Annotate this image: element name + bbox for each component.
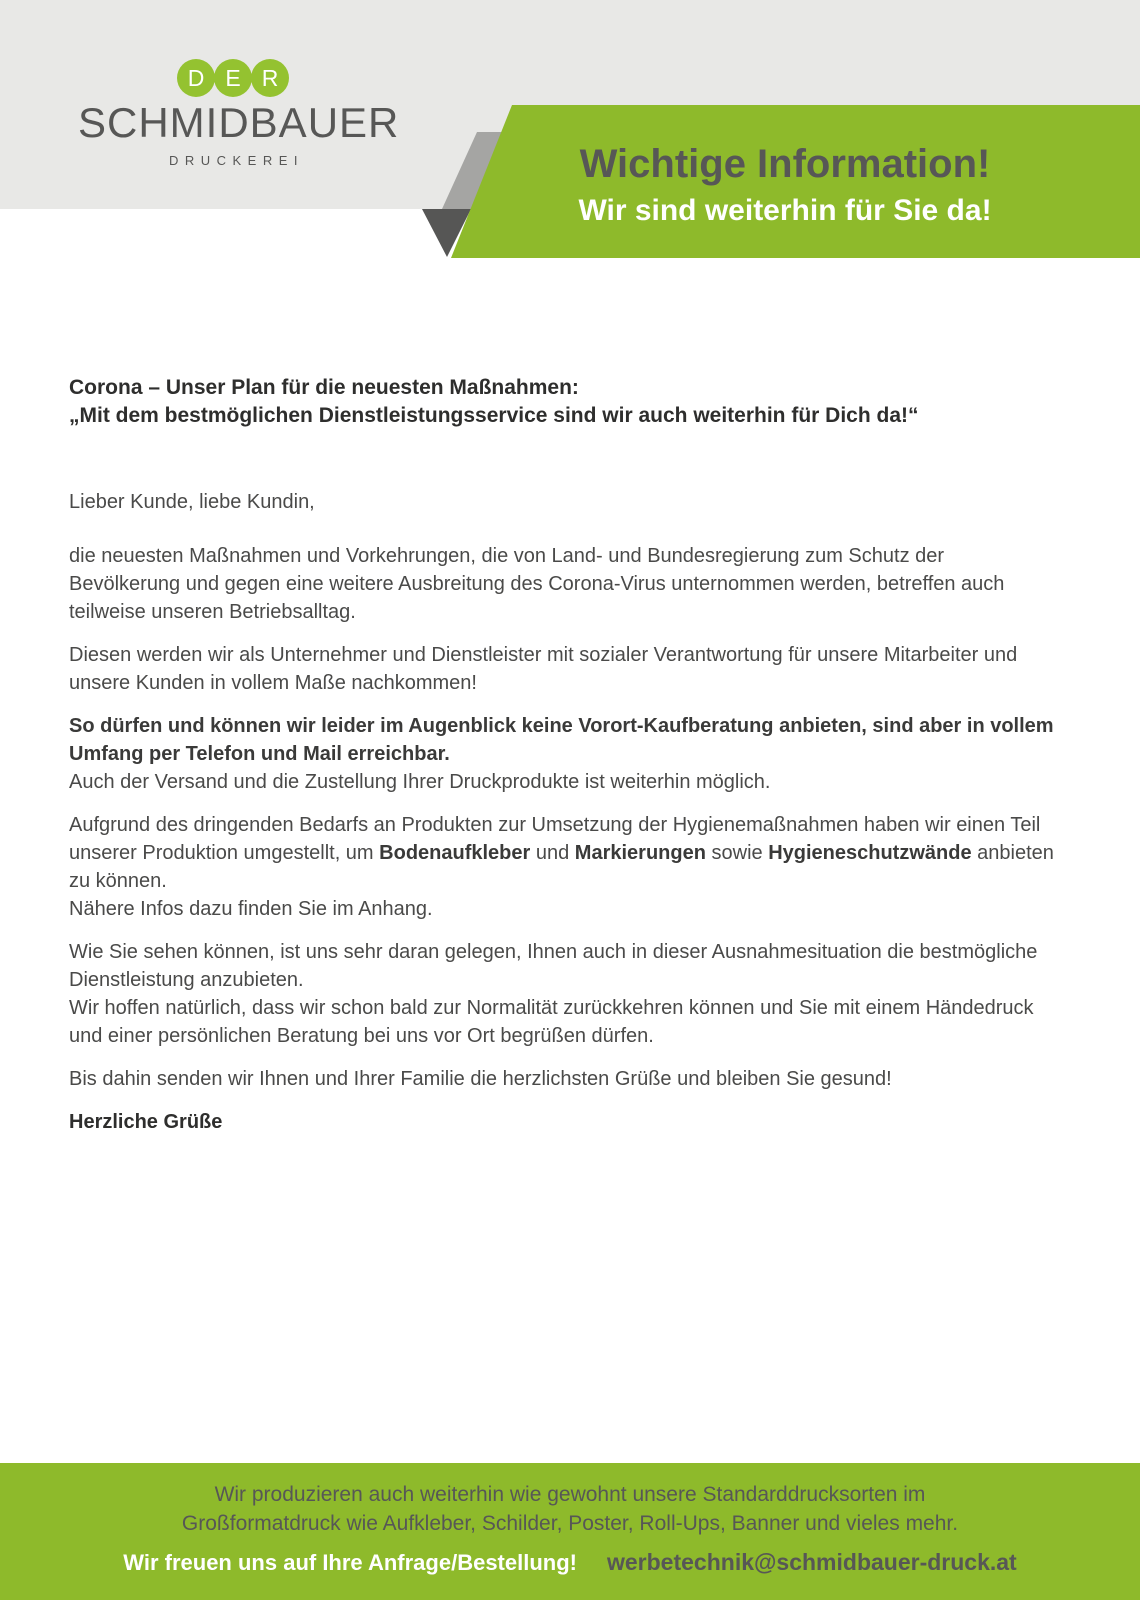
heading-line-1: Corona – Unser Plan für die neuesten Maßnahmen: bbox=[69, 376, 579, 399]
closing: Herzliche Grüße bbox=[69, 1111, 223, 1133]
footer-band bbox=[0, 1463, 1140, 1600]
footer-email-link[interactable]: werbetechnik@schmidbauer-druck.at bbox=[607, 1549, 1017, 1575]
footer-cta: Wir freuen uns auf Ihre Anfrage/Bestellung! bbox=[123, 1550, 577, 1575]
paragraph-responsibility: Diesen werden wir als Unternehmer und Dienstleister mit sozialer Verantwortung für unsere Mitarbeiter und unsere Kunden in vollem Maße nachkommen! bbox=[69, 644, 1018, 694]
paragraph-products-lead: Aufgrund des dringenden Bedarfs an Produkten zur Umsetzung der Hygienemaßnahmen haben wir einen Teil unserer Produktion umgestellt, um bbox=[69, 814, 1041, 864]
footer-production-note bbox=[0, 1463, 1140, 1538]
letter-body bbox=[69, 0, 1054, 1136]
keyword-hygieneschutzwaende: Hygieneschutzwände bbox=[768, 842, 972, 864]
paragraph-products-sep1: und bbox=[530, 842, 575, 864]
footer-cta-row bbox=[0, 1549, 1140, 1576]
paragraph-products-tail: anbieten zu können. bbox=[69, 842, 1054, 892]
keyword-markierungen: Markierungen bbox=[574, 842, 706, 864]
paragraph-products-note: Nähere Infos dazu finden Sie im Anhang. bbox=[69, 898, 433, 920]
heading-line-2: „Mit dem bestmöglichen Dienstleistungsservice sind wir auch weiterhin für Dich da!“ bbox=[69, 404, 919, 427]
paragraph-products-sep2: sowie bbox=[705, 842, 769, 864]
footer-line-2: Großformatdruck wie Aufkleber, Schilder, Poster, Roll-Ups, Banner und vieles mehr. bbox=[181, 1512, 959, 1535]
paragraph-outlook-line1: Wie Sie sehen können, ist uns sehr daran gelegen, Ihnen auch in dieser Ausnahmesituation die bestmögliche Dienstleistung anzubieten. bbox=[69, 941, 1038, 991]
salutation: Lieber Kunde, liebe Kundin, bbox=[69, 491, 315, 513]
company-tagline: DRUCKEREI bbox=[168, 153, 305, 168]
letter-heading bbox=[69, 374, 1054, 430]
logo-letter: E bbox=[225, 64, 241, 91]
paragraph-measures: die neuesten Maßnahmen und Vorkehrungen, die von Land- und Bundesregierung zum Schutz der Bevölkerung und gegen eine weitere Ausbreitung des Corona-Virus unternommen werden, betreffen auch teilweise unseren Betriebsalltag. bbox=[69, 545, 1005, 623]
paragraph-products bbox=[69, 811, 1054, 923]
paragraph-farewell: Bis dahin senden wir Ihnen und Ihrer Familie die herzlichsten Grüße und bleiben Sie gesund! bbox=[69, 1068, 892, 1090]
keyword-bodenaufkleber: Bodenaufkleber bbox=[379, 842, 531, 864]
banner-title: Wichtige Information! bbox=[579, 142, 991, 186]
paragraph-consulting bbox=[69, 712, 1054, 796]
paragraph-outlook bbox=[69, 938, 1054, 1050]
paragraph-consulting-rest: Auch der Versand und die Zustellung Ihrer Druckprodukte ist weiterhin möglich. bbox=[69, 771, 771, 793]
paragraph-outlook-line2: Wir hoffen natürlich, dass wir schon bald zur Normalität zurückkehren können und Sie mit einem Händedruck und einer persönlichen Beratung bei uns vor Ort begrüßen dürfen. bbox=[69, 997, 1034, 1047]
logo-letter: R bbox=[261, 64, 279, 91]
company-name: SCHMIDBAUER bbox=[78, 99, 400, 146]
paragraph-consulting-bold: So dürfen und können wir leider im Augenblick keine Vorort-Kaufberatung anbieten, sind aber in vollem Umfang per Telefon und Mail erreichbar. bbox=[69, 715, 1054, 765]
banner-subtitle: Wir sind weiterhin für Sie da! bbox=[578, 194, 992, 227]
logo-letter: D bbox=[187, 64, 205, 91]
footer-line-1: Wir produzieren auch weiterhin wie gewohnt unsere Standarddrucksorten im bbox=[214, 1483, 926, 1506]
